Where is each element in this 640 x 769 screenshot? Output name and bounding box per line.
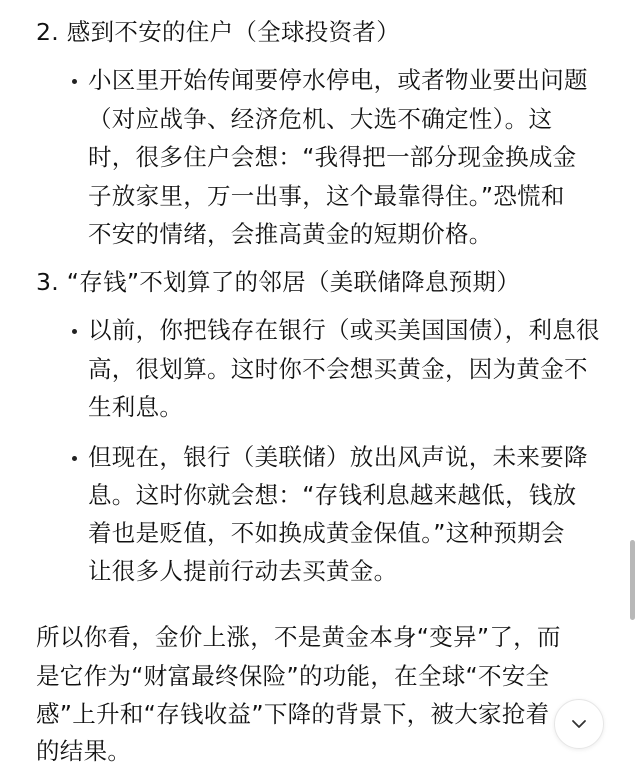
conclusion-line: 感”上升和“存钱收益”下降的背景下，被大家抢着 bbox=[36, 700, 550, 728]
chevron-down-icon bbox=[569, 714, 589, 734]
section-3-heading: 3. “存钱”不划算了的邻居（美联储降息预期） bbox=[36, 268, 521, 296]
section-2-heading: 2. 感到不安的住户（全球投资者） bbox=[36, 18, 400, 46]
bullet-line: 时，很多住户会想：“我得把一部分现金换成金 bbox=[88, 143, 577, 171]
bullet-line: 小区里开始传闻要停水停电，或者物业要出问题 bbox=[88, 66, 588, 94]
bullet-line: 子放家里，万一出事，这个最靠得住。”恐慌和 bbox=[88, 182, 565, 210]
bullet-line: 着也是贬值，不如换成黄金保值。”这种预期会 bbox=[88, 519, 565, 547]
bullet-line: 生利息。 bbox=[88, 393, 184, 421]
conclusion-line: 所以你看，金价上涨，不是黄金本身“变异”了，而 bbox=[36, 623, 561, 651]
bullet-dot bbox=[72, 329, 77, 334]
bullet-line: 以前，你把钱存在银行（或买美国国债），利息很 bbox=[88, 316, 600, 344]
bullet-dot bbox=[72, 456, 77, 461]
conclusion-line: 的结果。 bbox=[36, 737, 132, 765]
bullet-line: 但现在，银行（美联储）放出风声说，未来要降 bbox=[88, 443, 588, 471]
scrollbar-thumb[interactable] bbox=[630, 540, 635, 620]
bullet-line: 让很多人提前行动去买黄金。 bbox=[88, 557, 398, 585]
bullet-line: 息。这时你就会想：“存钱利息越来越低，钱放 bbox=[88, 481, 577, 509]
bullet-line: 不安的情绪，会推高黄金的短期价格。 bbox=[88, 220, 493, 248]
scroll-to-bottom-button[interactable] bbox=[554, 699, 604, 749]
conclusion-line: 是它作为“财富最终保险”的功能，在全球“不安全 bbox=[36, 662, 550, 690]
bullet-line: （对应战争、经济危机、大选不确定性）。这 bbox=[88, 105, 553, 133]
bullet-line: 高，很划算。这时你不会想买黄金，因为黄金不 bbox=[88, 355, 588, 383]
bullet-dot bbox=[72, 79, 77, 84]
